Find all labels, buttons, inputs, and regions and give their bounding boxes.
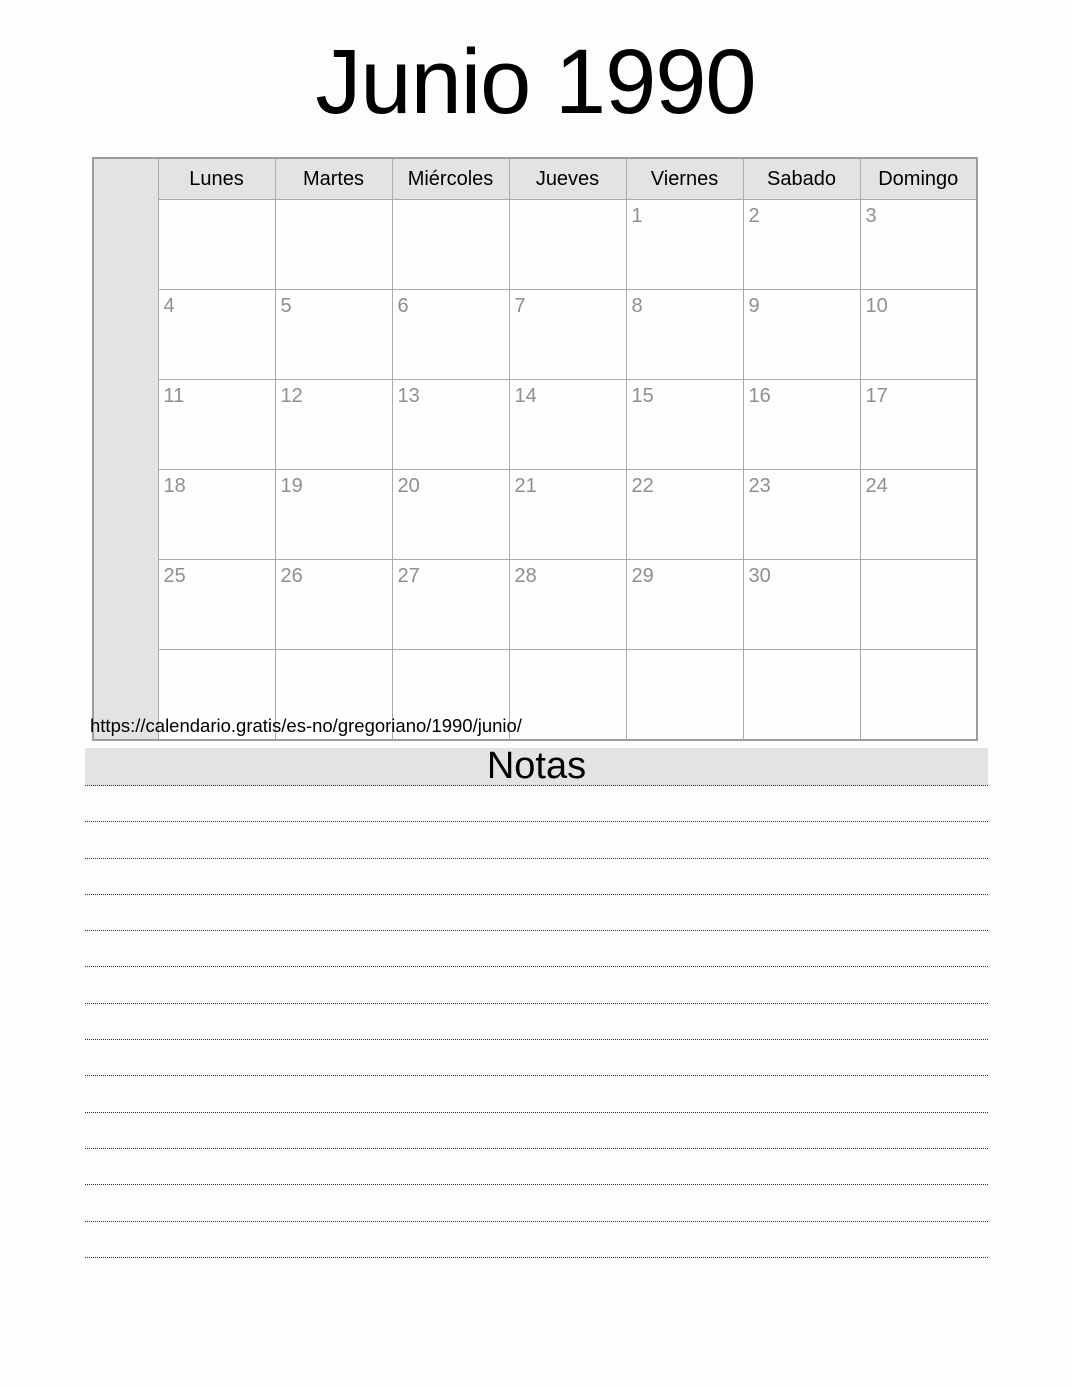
week-row-1 [93,200,977,290]
week-row-4 [93,470,977,560]
day-cell: 9 [743,290,860,380]
day-cell: 20 [392,470,509,560]
note-line [85,822,988,858]
day-cell [275,200,392,290]
weekday-header-lunes: Lunes [158,158,275,200]
day-cell: 14 [509,380,626,470]
note-line [85,1222,988,1258]
day-cell: 4 [158,290,275,380]
source-url: https://calendario.gratis/es-no/gregoriano/1990/junio/ [90,715,522,736]
day-cell: 18 [158,470,275,560]
weekday-header-row [93,158,977,200]
day-cell: 21 [509,470,626,560]
note-line [85,1113,988,1149]
calendar-table [92,157,978,741]
weekday-header-jueves: Jueves [509,158,626,200]
note-line [85,931,988,967]
note-line [85,895,988,931]
notes-title: Notas [486,745,587,787]
day-cell: 5 [275,290,392,380]
day-cell [626,650,743,741]
day-cell: 2 [743,200,860,290]
day-cell: 19 [275,470,392,560]
day-cell [860,560,977,650]
day-cell: 17 [860,380,977,470]
day-cell: 24 [860,470,977,560]
day-cell: 22 [626,470,743,560]
note-line [85,859,988,895]
day-cell: 16 [743,380,860,470]
weekday-header-miercoles: Miércoles [392,158,509,200]
day-cell: 13 [392,380,509,470]
day-cell [158,200,275,290]
calendar-left-gutter [93,158,158,740]
weekday-header-martes: Martes [275,158,392,200]
week-row-3 [93,380,977,470]
day-cell [509,200,626,290]
day-cell: 3 [860,200,977,290]
day-cell [509,650,626,741]
day-cell: 10 [860,290,977,380]
week-row-5 [93,560,977,650]
weekday-header-viernes: Viernes [626,158,743,200]
note-line [85,1040,988,1076]
day-cell [392,200,509,290]
note-line [85,967,988,1003]
week-row-2 [93,290,977,380]
day-cell: 1 [626,200,743,290]
notes-lines [85,786,988,1258]
note-line [85,1149,988,1185]
day-cell: 12 [275,380,392,470]
notes-header-bar [85,745,988,787]
day-cell [743,650,860,741]
weekday-header-sabado: Sabado [743,158,860,200]
day-cell: 25 [158,560,275,650]
note-line [85,1185,988,1221]
day-cell: 27 [392,560,509,650]
note-line [85,1004,988,1040]
page-title: Junio 1990 [315,31,756,133]
day-cell: 26 [275,560,392,650]
day-cell [860,650,977,741]
note-line [85,786,988,822]
day-cell: 11 [158,380,275,470]
day-cell: 28 [509,560,626,650]
day-cell: 7 [509,290,626,380]
day-cell: 6 [392,290,509,380]
day-cell: 15 [626,380,743,470]
day-cell: 23 [743,470,860,560]
day-cell: 29 [626,560,743,650]
day-cell: 30 [743,560,860,650]
note-line [85,1076,988,1112]
weekday-header-domingo: Domingo [860,158,977,200]
day-cell: 8 [626,290,743,380]
